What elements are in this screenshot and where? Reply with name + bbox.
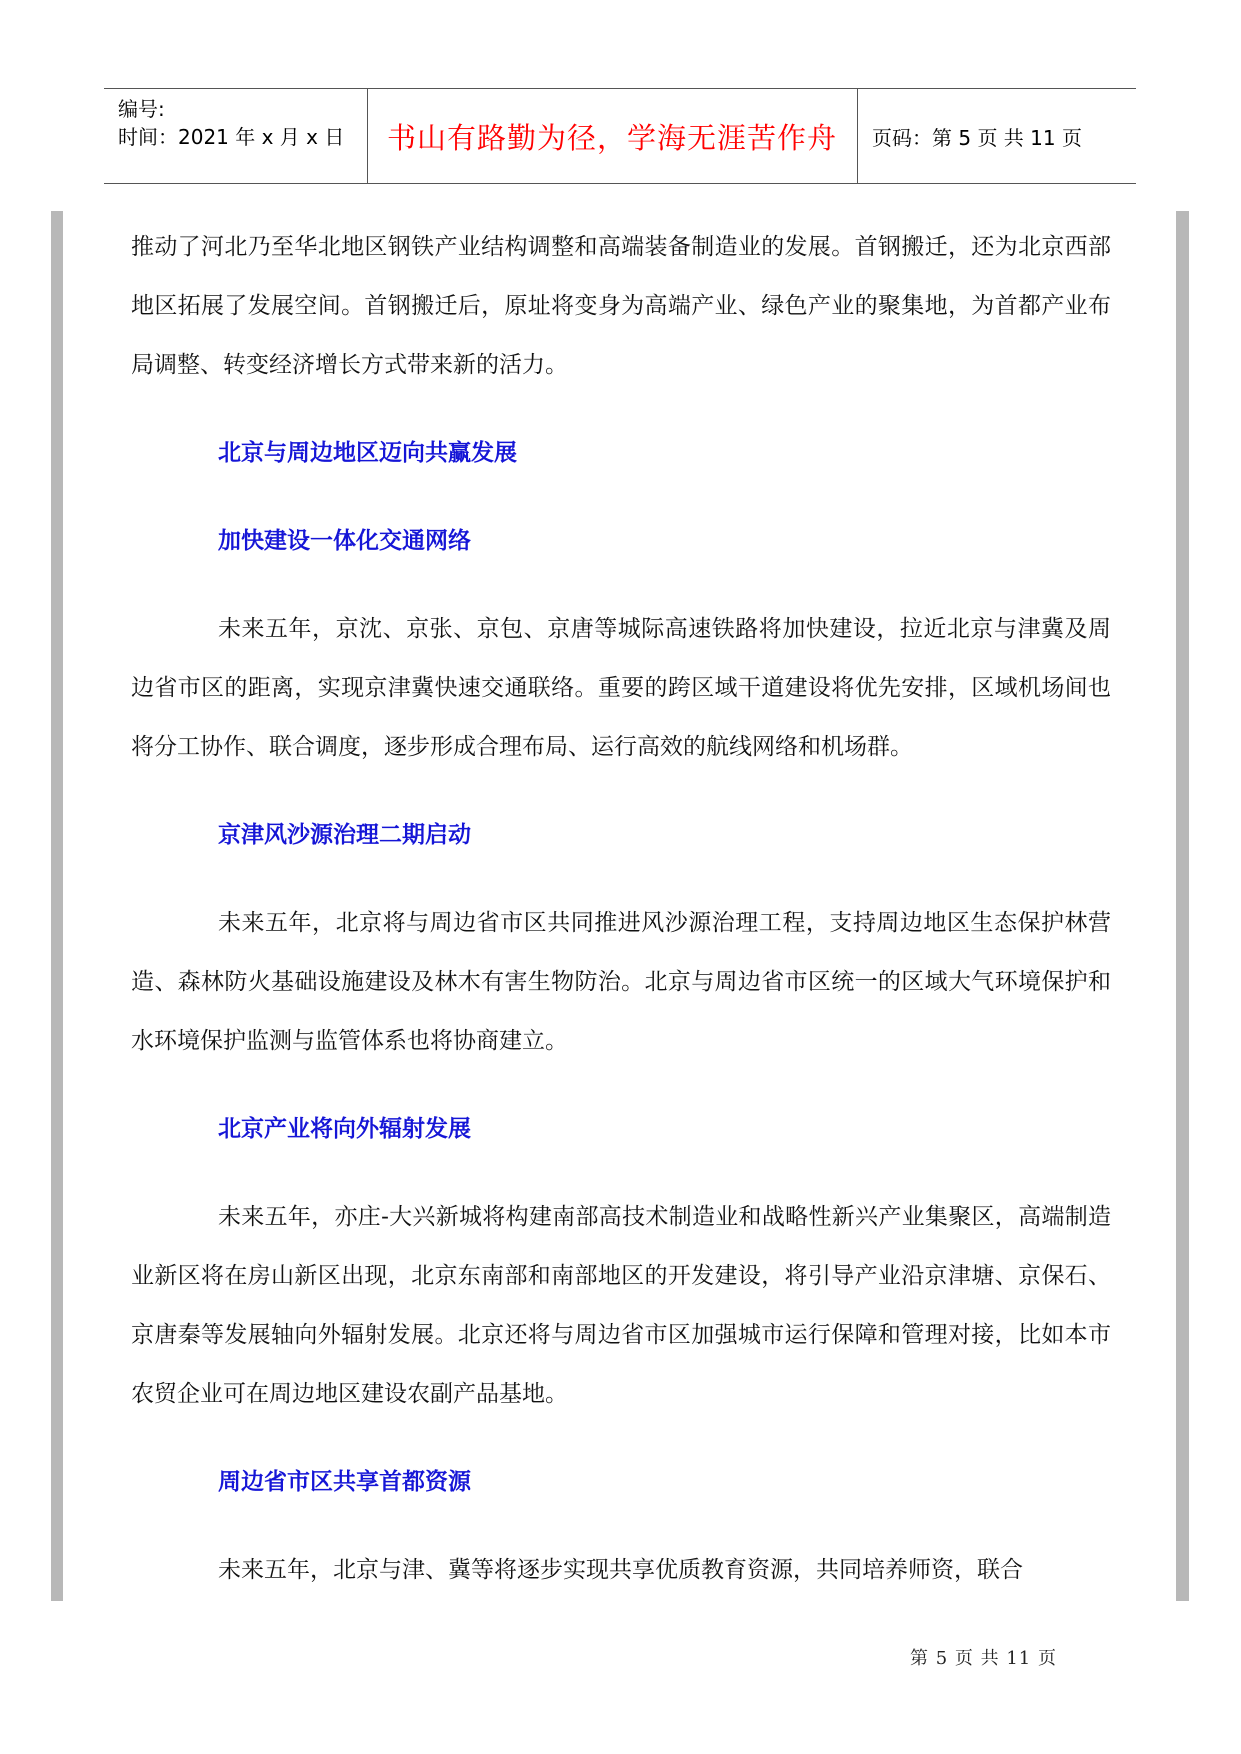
- paragraph: 未来五年，亦庄-大兴新城将构建南部高技术制造业和战略性新兴产业集聚区，高端制造业新区将在房山新区出现，北京东南部和南部地区的开发建设，将引导产业沿京津塘、京保石、京唐秦等发展轴向外辐射发展。北京还将与周边省市区加强城市运行保障和管理对接，比如本市农贸企业可在周边地区建设农副产品基地。: [131, 1204, 1111, 1407]
- spacer: [131, 1071, 1111, 1100]
- subsection-heading: 北京产业将向外辐射发展: [218, 1116, 471, 1142]
- spacer: [131, 1512, 1111, 1541]
- paragraph: 未来五年，北京将与周边省市区共同推进风沙源治理工程，支持周边地区生态保护林营造、森林防火基础设施建设及林木有害生物防治。北京与周边省市区统一的区域大气环境保护和水环境保护监测与监管体系也将协商建立。: [131, 910, 1111, 1054]
- right-margin-bar: [1176, 211, 1189, 1601]
- spacer: [131, 1424, 1111, 1453]
- header-motto: 书山有路勤为径，学海无涯苦作舟: [386, 120, 837, 155]
- page-header: [104, 88, 1136, 184]
- page-footer: 第 5 页 共 11 页: [910, 1648, 1057, 1669]
- header-divider-right: [857, 89, 858, 183]
- left-margin-bar: [51, 211, 63, 1601]
- spacer: [131, 777, 1111, 806]
- paragraph: 未来五年，京沈、京张、京包、京唐等城际高速铁路将加快建设，拉近北京与津冀及周边省市区的距离，实现京津冀快速交通联络。重要的跨区域干道建设将优先安排，区域机场间也将分工协作、联合调度，逐步形成合理布局、运行高效的航线网络和机场群。: [131, 616, 1111, 760]
- document-time-label: 时间：2021 年 x 月 x 日: [118, 125, 345, 149]
- header-meta: [118, 95, 344, 151]
- subsection-heading: 京津风沙源治理二期启动: [218, 822, 471, 848]
- spacer: [131, 1159, 1111, 1188]
- paragraph: 未来五年，北京与津、冀等将逐步实现共享优质教育资源，共同培养师资，联合: [218, 1557, 1023, 1583]
- spacer: [131, 865, 1111, 894]
- spacer: [131, 395, 1111, 424]
- header-page-code: 页码：第 5 页 共 11 页: [872, 125, 1082, 150]
- section-heading: 北京与周边地区迈向共赢发展: [218, 440, 517, 466]
- paragraph: 推动了河北乃至华北地区钢铁产业结构调整和高端装备制造业的发展。首钢搬迁，还为北京西部地区拓展了发展空间。首钢搬迁后，原址将变身为高端产业、绿色产业的聚集地，为首都产业布局调整、转变经济增长方式带来新的活力。: [131, 234, 1111, 378]
- document-body: [131, 218, 1111, 1600]
- subsection-heading: 周边省市区共享首都资源: [218, 1469, 471, 1495]
- subsection-heading: 加快建设一体化交通网络: [218, 528, 471, 554]
- spacer: [131, 483, 1111, 512]
- document-number-label: 编号:: [118, 97, 165, 121]
- spacer: [131, 571, 1111, 600]
